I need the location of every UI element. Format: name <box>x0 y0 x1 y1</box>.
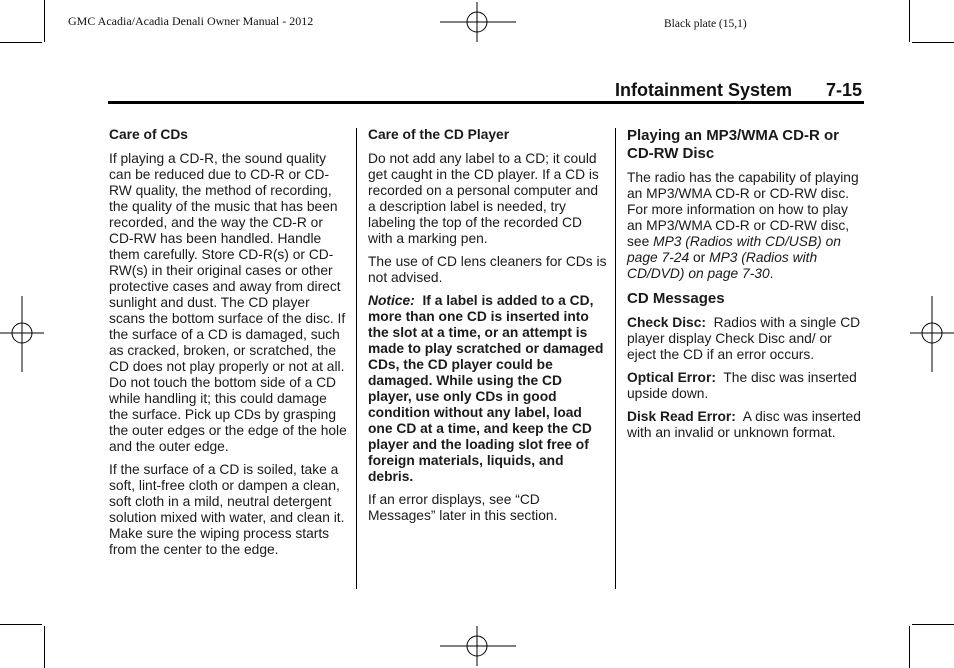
plate-title: GMC Acadia/Acadia Denali Owner Manual - 2012 <box>68 14 314 28</box>
text: or <box>689 250 710 265</box>
paragraph: If playing a CD-R, the sound quality can be reduced due to CD-R or CD-RW quality, the method of recording, the quality of the music that has been recorded, and the way the CD-R or CD-RW has been handled. Handle them carefully. Store CD-R(s) or CD-RW(s) in their original cases or other protective cases and away from direct sunlight and dust. The CD player scans the bottom surface of the disc. If the surface of a CD is damaged, such as cracked, broken, or scratched, the CD does not play properly or not at all. Do not touch the bottom side of a CD while handling it; this could damage the surface. Pick up CDs by grasping the outer edges or the edge of the hole and the outer edge. <box>109 151 347 454</box>
text: The radio has the capability of playing an MP3/WMA CD-R or CD-RW disc. For more information on how to play an MP3/WMA CD-R or CD-RW disc, see <box>627 170 859 249</box>
message-optical-error <box>627 370 863 402</box>
crop-mark <box>0 42 42 43</box>
message-text: A disc was inserted with an invalid or unknown format. <box>627 409 861 440</box>
registration-mark-icon <box>440 626 516 666</box>
message-disk-read-error <box>627 409 863 441</box>
registration-mark-icon <box>440 2 516 42</box>
heading-cd-messages: CD Messages <box>627 290 725 307</box>
paragraph: The use of CD lens cleaners for CDs is not advised. <box>368 254 607 285</box>
crop-mark <box>44 626 45 668</box>
section-title: Infotainment System <box>615 80 793 100</box>
heading-care-of-cds: Care of CDs <box>109 127 188 142</box>
registration-mark-icon <box>910 296 954 372</box>
crop-mark <box>909 0 910 42</box>
message-label: Optical Error: <box>627 370 716 385</box>
registration-mark-icon <box>0 296 44 372</box>
column-care-of-cds <box>109 127 349 565</box>
cross-reference-link[interactable]: MP3 (Radios with CD/USB) on page 7-24 <box>627 234 841 265</box>
header-rule <box>108 101 864 104</box>
notice <box>368 293 608 485</box>
message-text: The disc was inserted upside down. <box>627 370 857 401</box>
heading-care-of-cd-player: Care of the CD Player <box>368 127 510 142</box>
paragraph: Do not add any label to a CD; it could get caught in the CD player. If a CD is recorded on a personal computer and a description label is needed, try labeling the top of the recorded CD with a marking pen. <box>368 151 599 246</box>
message-label: Check Disc: <box>627 315 706 330</box>
crop-mark <box>912 624 954 625</box>
notice-label: Notice: <box>368 293 415 308</box>
column-divider <box>356 128 357 589</box>
paragraph: If an error displays, see “CD Messages” later in this section. <box>368 492 558 523</box>
notice-text: If a label is added to a CD, more than one CD is inserted into the slot at a time, or an attempt is made to play scratched or damaged CDs, the CD player could be damaged. While using the CD player, use only CDs in good condition without any label, load one CD at a time, and keep the CD player and the loading slot free of foreign materials, liquids, and debris. <box>368 293 604 484</box>
page-number: 7-15 <box>826 80 863 100</box>
message-label: Disk Read Error: <box>627 409 736 424</box>
column-care-of-cd-player <box>368 127 608 531</box>
column-mp3-and-messages <box>627 127 863 448</box>
paragraph <box>627 170 863 282</box>
text: . <box>769 266 774 281</box>
crop-mark <box>44 0 45 42</box>
heading-playing-mp3: Playing an MP3/WMA CD-R or CD-RW Disc <box>627 127 839 162</box>
message-text: Radios with a single CD player display Check Disc and/ or eject the CD if an error occurs. <box>627 315 861 362</box>
crop-mark <box>912 42 954 43</box>
paragraph: If the surface of a CD is soiled, take a soft, lint-free cloth or dampen a clean, soft cloth in a mild, neutral detergent solution mixed with water, and clean it. Make sure the wiping process starts from the center to the edge. <box>109 462 345 557</box>
crop-mark <box>909 626 910 668</box>
message-check-disc <box>627 315 863 363</box>
crop-mark <box>0 624 42 625</box>
plate-number: Black plate (15,1) <box>664 18 747 30</box>
cross-reference-link[interactable]: MP3 (Radios with CD/DVD) on page 7-30 <box>627 250 818 281</box>
column-divider <box>615 128 616 589</box>
